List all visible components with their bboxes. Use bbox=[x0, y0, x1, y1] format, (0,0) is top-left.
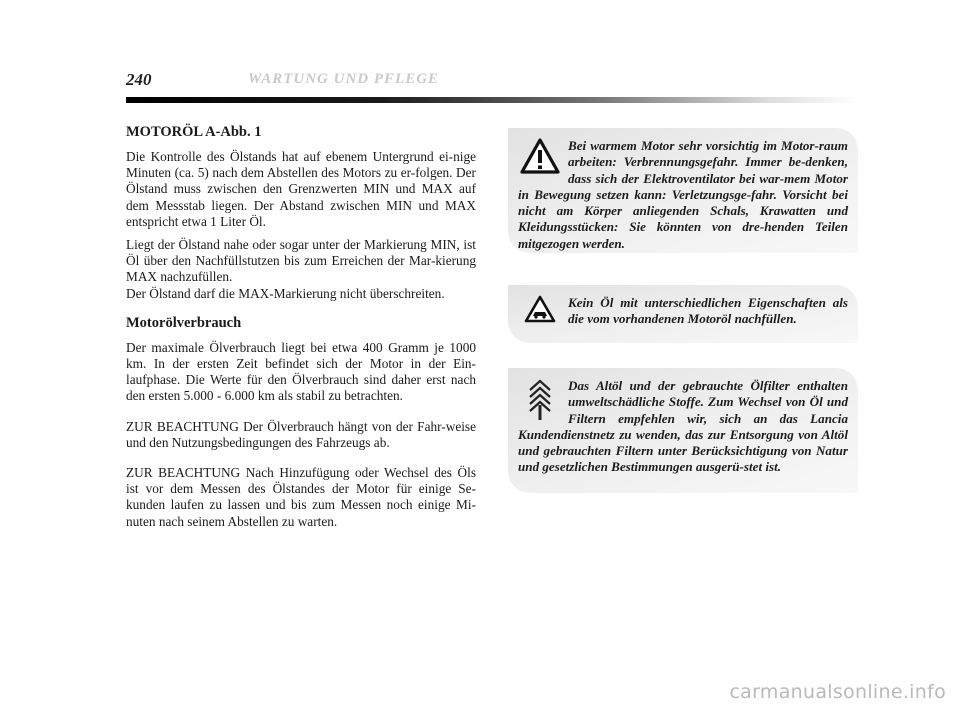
paragraph-max-mark: Der Ölstand darf die MAX-Markierung nicht überschreiten. bbox=[126, 285, 445, 301]
note-after-refill: ZUR BEACHTUNG Nach Hinzufügung oder Wechsel des Öls ist vor dem Messen des Ölstandes der Motor für einige Se-kunden laufen zu lassen und bis zum Messen noch einige Mi-nuten nach seinem Abstellen zu warten. bbox=[126, 465, 476, 529]
car-caution-triangle-icon bbox=[518, 295, 562, 335]
header-rule bbox=[126, 97, 858, 103]
caution-text: Kein Öl mit unterschiedlichen Eigenschaften als die vom vorhandenen Motoröl nachfüllen. bbox=[568, 295, 848, 327]
tree-environment-icon bbox=[518, 378, 562, 426]
note-consumption: ZUR BEACHTUNG Der Ölverbrauch hängt von der Fahr-weise und den Nutzungsbedingungen des Fahrzeugs ab. bbox=[126, 418, 476, 450]
subheading-oil-consumption: Motorölverbrauch bbox=[126, 314, 242, 331]
warning-notice bbox=[508, 128, 858, 253]
section-heading: MOTORÖL A-Abb. 1 bbox=[126, 124, 262, 140]
warning-triangle-icon bbox=[518, 138, 562, 186]
page-number: 240 bbox=[126, 70, 152, 89]
left-column bbox=[126, 124, 476, 537]
running-section-title: WARTUNG UND PFLEGE bbox=[248, 71, 440, 87]
warning-text: Bei warmem Motor sehr vorsichtig im Motor-raum arbeiten: Verbrennungsgefahr. Immer be-denken, dass sich der Elektroventilator bei war-mem Motor in Bewegung setzen kann: Verletzungsge-fahr. Vorsicht bei nicht am Körper anliegenden Schals, Krawatten und Kleidungsstücken: Sie könnten von dre-henden Teilen mitgezogen werden. bbox=[518, 138, 848, 251]
paragraph-oil-refill: Liegt der Ölstand nahe oder sogar unter der Markierung MIN, ist Öl über den Nachfüllstutzen bis zum Erreichen der Mar-kierung MAX nachzufüllen. bbox=[126, 237, 476, 285]
paragraph-oil-check: Die Kontrolle des Ölstands hat auf ebenem Untergrund ei-nige Minuten (ca. 5) nach dem Abstellen des Motors zu er-folgen. Der Ölstand muss zwischen den Grenzwerten MIN und MAX auf dem Messstab liegen. Der Abstand zwischen MIN und MAX entspricht etwa 1 Liter Öl. bbox=[126, 149, 476, 229]
caution-notice bbox=[508, 285, 858, 343]
paragraph-oil-consumption: Der maximale Ölverbrauch liegt bei etwa 400 Gramm je 1000 km. In der ersten Zeit befindet sich der Motor in der Ein-laufphase. Die Werte für den Ölverbrauch sind daher erst nach den ersten 5.000 - 6.000 km als stabil zu betrachten. bbox=[126, 339, 476, 404]
environment-text: Das Altöl und der gebrauchte Ölfilter enthalten umweltschädliche Stoffe. Zum Wechsel von Öl und Filtern empfehlen wir, sich an das Lancia Kundendienstnetz zu wenden, das zur Entsorgung von Altöl und gebrauchten Filtern unter Berücksichtigung von Natur und gesetzlichen Bestimmungen ausgerü-stet ist. bbox=[518, 378, 848, 475]
environment-notice bbox=[508, 368, 858, 493]
watermark: carmanualsonline.info bbox=[729, 681, 946, 703]
